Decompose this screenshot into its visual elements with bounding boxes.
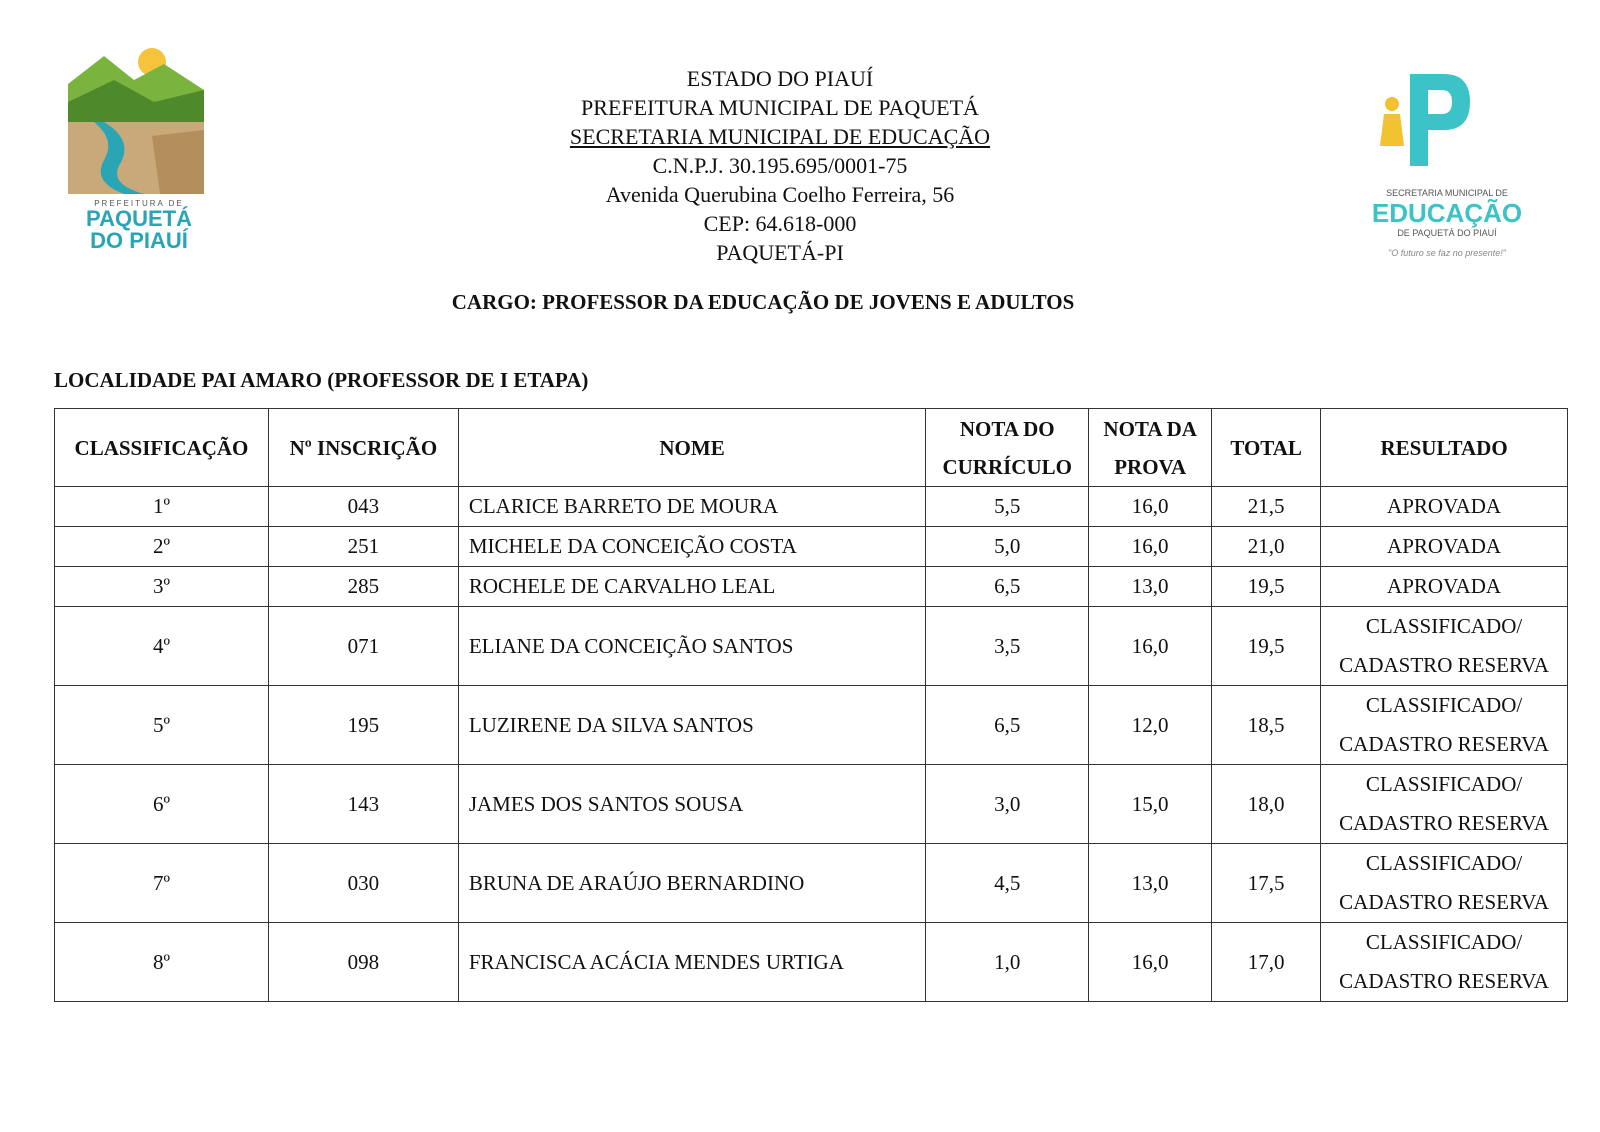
cell-prova: 15,0 (1089, 765, 1212, 844)
resultado-line1: CLASSIFICADO/ (1365, 930, 1523, 954)
cell-curriculo: 3,0 (926, 765, 1089, 844)
header-state: ESTADO DO PIAUÍ (686, 66, 874, 91)
resultado-line2: CADASTRO RESERVA (1339, 890, 1549, 914)
header-total: TOTAL (1212, 409, 1321, 487)
locality-title: LOCALIDADE PAI AMARO (PROFESSOR DE I ETAPA) (54, 368, 589, 392)
table-row (55, 567, 1568, 607)
cell-name: FRANCISCA ACÁCIA MENDES URTIGA (458, 923, 925, 1002)
logo-left-main-text-2: DO PIAUÍ (90, 228, 188, 253)
header-nota-curriculo (926, 409, 1089, 487)
letter-p-icon (1410, 74, 1470, 166)
header-nota-curriculo-line1: NOTA DO (959, 416, 1055, 441)
cell-resultado (1321, 765, 1568, 844)
results-table (54, 408, 1568, 1002)
cell-name: CLARICE BARRETO DE MOURA (458, 487, 925, 527)
cell-total: 21,5 (1212, 487, 1321, 527)
cell-total: 17,0 (1212, 923, 1321, 1002)
header-secretaria: SECRETARIA MUNICIPAL DE EDUCAÇÃO (569, 124, 991, 149)
table-header-row (55, 409, 1568, 487)
cell-name: ROCHELE DE CARVALHO LEAL (458, 567, 925, 607)
header-nota-curriculo-line2: CURRÍCULO (942, 454, 1072, 479)
resultado-line2: CADASTRO RESERVA (1339, 811, 1549, 835)
resultado-line1: CLASSIFICADO/ (1365, 614, 1523, 638)
logo-right-slogan: "O futuro se faz no presente!" (1388, 248, 1506, 258)
cell-rank: 7º (55, 844, 269, 923)
cell-rank: 5º (55, 686, 269, 765)
cell-curriculo: 3,5 (926, 607, 1089, 686)
header-prefeitura: PREFEITURA MUNICIPAL DE PAQUETÁ (581, 95, 979, 120)
cell-prova: 16,0 (1089, 923, 1212, 1002)
cell-total: 21,0 (1212, 527, 1321, 567)
cell-resultado (1321, 607, 1568, 686)
cell-prova: 16,0 (1089, 527, 1212, 567)
logo-left-top-text: PREFEITURA DE (94, 199, 184, 208)
secretaria-educacao-logo (1358, 66, 1536, 272)
cell-resultado: APROVADA (1321, 567, 1568, 607)
cell-inscricao: 043 (268, 487, 458, 527)
cell-total: 18,0 (1212, 765, 1321, 844)
header-city: PAQUETÁ-PI (716, 240, 844, 265)
cell-name: LUZIRENE DA SILVA SANTOS (458, 686, 925, 765)
cell-curriculo: 6,5 (926, 567, 1089, 607)
cell-rank: 6º (55, 765, 269, 844)
cell-total: 18,5 (1212, 686, 1321, 765)
resultado-line1: CLASSIFICADO/ (1365, 851, 1523, 875)
cell-rank: 3º (55, 567, 269, 607)
child-figure-icon (1385, 97, 1399, 111)
cell-name: MICHELE DA CONCEIÇÃO COSTA (458, 527, 925, 567)
resultado-line2: CADASTRO RESERVA (1339, 653, 1549, 677)
resultado-line1: CLASSIFICADO/ (1365, 772, 1523, 796)
table-row (55, 487, 1568, 527)
cell-inscricao: 071 (268, 607, 458, 686)
cell-total: 17,5 (1212, 844, 1321, 923)
header-resultado: RESULTADO (1321, 409, 1568, 487)
header-cep: CEP: 64.618-000 (703, 211, 857, 236)
cell-rank: 2º (55, 527, 269, 567)
cell-prova: 13,0 (1089, 567, 1212, 607)
cargo-title: CARGO: PROFESSOR DA EDUCAÇÃO DE JOVENS E ADULTOS (451, 290, 1075, 314)
resultado-line2: CADASTRO RESERVA (1339, 732, 1549, 756)
table-row (55, 527, 1568, 567)
cell-total: 19,5 (1212, 567, 1321, 607)
cell-inscricao: 285 (268, 567, 458, 607)
header-inscricao: Nº INSCRIÇÃO (268, 409, 458, 487)
cell-curriculo: 5,5 (926, 487, 1089, 527)
cell-inscricao: 195 (268, 686, 458, 765)
header-address: Avenida Querubina Coelho Ferreira, 56 (605, 182, 955, 207)
logo-right-sub-text: DE PAQUETÁ DO PIAUÍ (1397, 228, 1497, 238)
cell-curriculo: 1,0 (926, 923, 1089, 1002)
resultado-line2: CADASTRO RESERVA (1339, 969, 1549, 993)
header-classificacao: CLASSIFICAÇÃO (55, 409, 269, 487)
cell-curriculo: 5,0 (926, 527, 1089, 567)
prefeitura-logo (64, 44, 214, 268)
cell-name: JAMES DOS SANTOS SOUSA (458, 765, 925, 844)
cell-resultado: APROVADA (1321, 487, 1568, 527)
header-nota-prova-line1: NOTA DA (1103, 416, 1197, 441)
cell-resultado (1321, 923, 1568, 1002)
cell-rank: 1º (55, 487, 269, 527)
header-nome: NOME (458, 409, 925, 487)
cell-curriculo: 6,5 (926, 686, 1089, 765)
cell-curriculo: 4,5 (926, 844, 1089, 923)
table-row (55, 923, 1568, 1002)
table-row (55, 686, 1568, 765)
cell-rank: 8º (55, 923, 269, 1002)
cell-rank: 4º (55, 607, 269, 686)
header-nota-prova (1089, 409, 1212, 487)
cell-prova: 16,0 (1089, 607, 1212, 686)
logo-right-main-text: EDUCAÇÃO (1371, 198, 1523, 228)
table-row (55, 607, 1568, 686)
cell-inscricao: 251 (268, 527, 458, 567)
cell-inscricao: 098 (268, 923, 458, 1002)
cell-inscricao: 143 (268, 765, 458, 844)
resultado-line1: CLASSIFICADO/ (1365, 693, 1523, 717)
document-header (480, 64, 1080, 267)
cell-prova: 16,0 (1089, 487, 1212, 527)
cell-resultado: APROVADA (1321, 527, 1568, 567)
table-row (55, 765, 1568, 844)
logo-left-main-text-1: PAQUETÁ (86, 206, 192, 231)
cell-name: BRUNA DE ARAÚJO BERNARDINO (458, 844, 925, 923)
cell-inscricao: 030 (268, 844, 458, 923)
cell-prova: 12,0 (1089, 686, 1212, 765)
header-cnpj: C.N.P.J. 30.195.695/0001-75 (652, 153, 908, 178)
logo-right-small-text: SECRETARIA MUNICIPAL DE (1386, 188, 1508, 198)
table-row (55, 844, 1568, 923)
cell-name: ELIANE DA CONCEIÇÃO SANTOS (458, 607, 925, 686)
header-nota-prova-line2: PROVA (1114, 454, 1187, 479)
cell-resultado (1321, 844, 1568, 923)
cell-resultado (1321, 686, 1568, 765)
cell-prova: 13,0 (1089, 844, 1212, 923)
cell-total: 19,5 (1212, 607, 1321, 686)
